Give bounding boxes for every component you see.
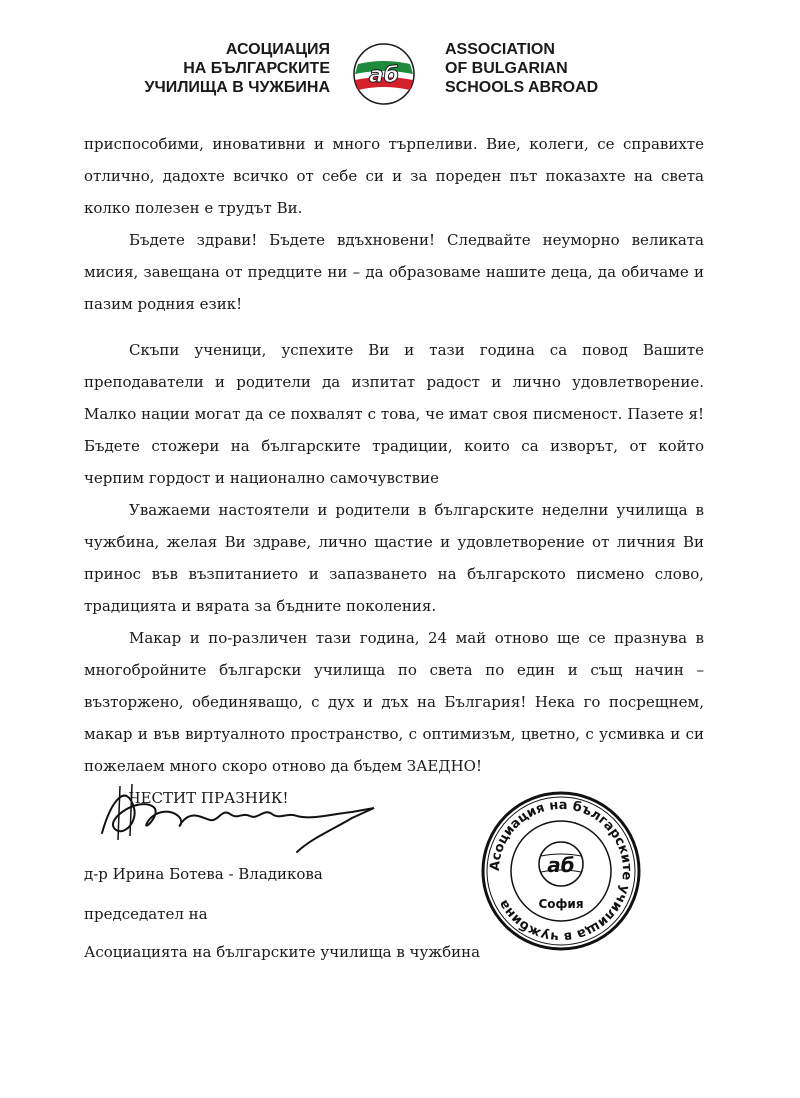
official-seal	[480, 790, 642, 952]
paragraph-be-healthy: Бъдете здрави! Бъдете вдъхновени! Следвайте неуморно великата мисия, завещана от предците ни – да образоваме нашите деца, да обичаме и пазим родния език!	[84, 231, 704, 313]
paragraph-may-24: Макар и по-различен тази година, 24 май отново ще се празнува в многобройните български училища по света по един и същ начин – възторжено, обединяващо, с дух и дъх на България! Нека го посрещнем, макар и във виртуалното пространство, с оптимизъм, цветно, с усмивка и си пожелаем много скоро отново да бъдем ЗАЕДНО!	[84, 629, 704, 775]
paragraph-students: Скъпи ученици, успехите Ви и тази година са повод Вашите преподаватели и родители да изпитат радост и лично удовлетворение. Малко нации могат да се похвалят с това, че имат своя писменост. Пазете я! Бъдете стожери на българските традиции, които са изворът, от който черпим гордост и национално самочувствие	[84, 341, 704, 487]
signer-name: д-р Ирина Ботева - Владикова	[84, 865, 323, 883]
logo-lettering: аб	[368, 63, 400, 88]
paragraph-colleagues: приспособими, иновативни и много търпеливи. Вие, колеги, се справихте отлично, дадохте всичко от себе си и за пореден път показахте на света колко полезен е трудът Ви.	[84, 135, 704, 217]
handwritten-signature	[92, 778, 382, 863]
paragraph-parents: Уважаеми настоятели и родители в българските неделни училища в чужбина, желая Ви здраве, лично щастие и удовлетворение от личния Ви принос във възпитанието и запазването на българското писмено слово, традицията и вярата за бъдните поколения.	[84, 501, 704, 615]
seal-city: София	[538, 897, 584, 911]
seal-logo-text: аб	[547, 853, 575, 877]
association-logo	[352, 42, 416, 106]
org-name-english: ASSOCIATION OF BULGARIAN SCHOOLS ABROAD	[445, 41, 599, 96]
signer-organization: Асоциацията на българските училища в чужбина	[84, 943, 481, 961]
letterhead	[0, 40, 800, 110]
seal-ring-text: Асоциация на българските училища в чужбина	[487, 797, 635, 945]
letter-body	[84, 128, 704, 814]
org-name-bulgarian: АСОЦИАЦИЯ НА БЪЛГАРСКИТЕ УЧИЛИЩА В ЧУЖБИНА	[144, 41, 330, 96]
greeting-closing: ЧЕСТИТ ПРАЗНИК!	[129, 789, 289, 807]
signer-title: председател на	[84, 905, 208, 923]
